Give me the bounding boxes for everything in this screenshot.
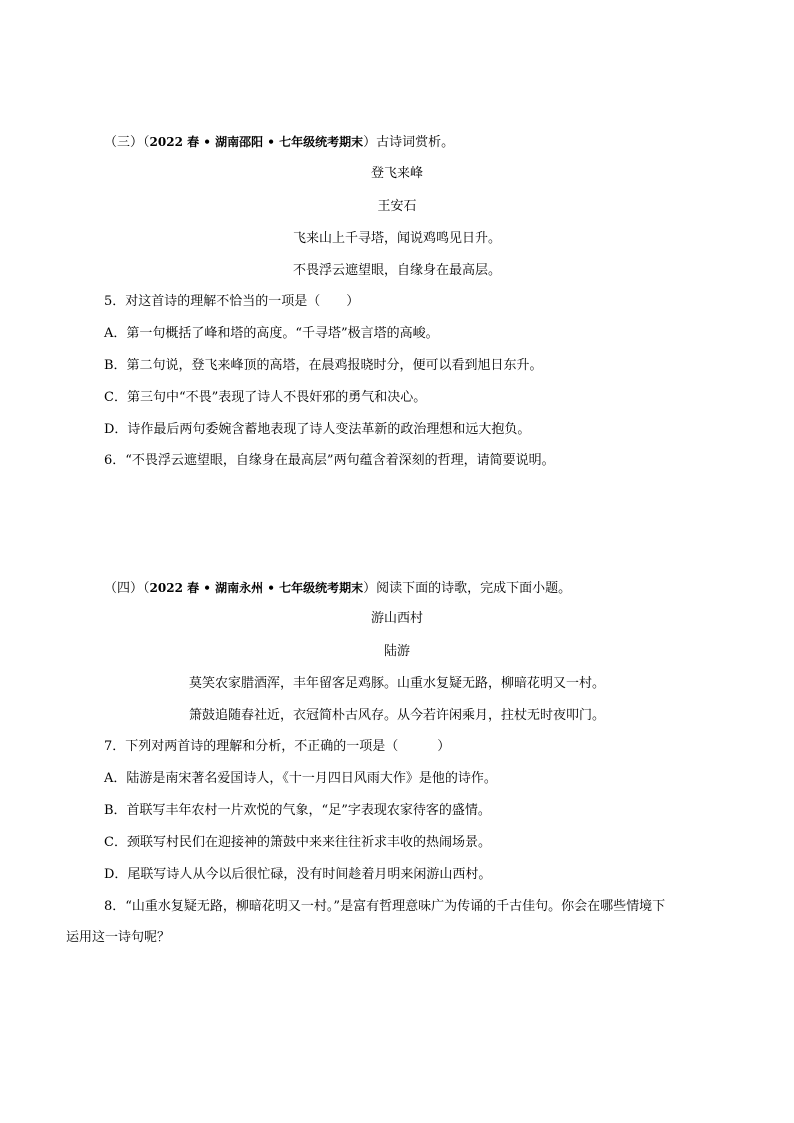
- section3-header-suffix: ）古诗词赏析。: [363, 135, 455, 150]
- question-5-option-d: D．诗作最后两句委婉含蓄地表现了诗人变法革新的政治理想和远大抱负。: [104, 422, 531, 437]
- section4-header-source: 2022 春 • 湖南永州 • 七年级统考期末: [149, 581, 364, 595]
- section4-poem-title: 游山西村: [370, 611, 423, 626]
- question-5-option-b: B．第二句说，登飞来峰顶的高塔，在晨鸡报晓时分，便可以看到旭日东升。: [104, 358, 543, 373]
- section3-header-source: 2022 春 • 湖南邵阳 • 七年级统考期末: [149, 135, 364, 149]
- section3-poem-title: 登飞来峰: [370, 166, 423, 181]
- section3-header: [104, 133, 454, 151]
- section4-poem-line-2: 箫鼓追随春社近，衣冠简朴古风存。从今若许闲乘月，拄杖无时夜叩门。: [188, 708, 605, 723]
- section3-header-prefix: （三）（: [104, 135, 150, 150]
- question-7-option-c: C．颈联写村民们在迎接神的箫鼓中来来往往祈求丰收的热闹场景。: [104, 835, 491, 850]
- question-5-option-c: C．第三句中“不畏”表现了诗人不畏奸邪的勇气和决心。: [104, 390, 427, 405]
- section4-header: [104, 579, 571, 597]
- question-6-stem: 6．“不畏浮云遮望眼，自缘身在最高层”两句蕴含着深刻的哲理，请简要说明。: [104, 453, 555, 468]
- section4-header-prefix: （四）（: [104, 581, 150, 596]
- section4-poem-line-1: 莫笑农家腊酒浑，丰年留客足鸡豚。山重水复疑无路，柳暗花明又一村。: [188, 676, 605, 691]
- section3-poem-line-1: 飞来山上千寻塔，闻说鸡鸣见日升。: [292, 231, 501, 246]
- question-8-line-2: 运用这一诗句呢？: [66, 930, 171, 945]
- question-5-stem: 5．对这首诗的理解不恰当的一项是（ ）: [104, 294, 360, 309]
- section3-poem-line-2: 不畏浮云遮望眼，自缘身在最高层。: [292, 263, 501, 278]
- section4-poem-author: 陆游: [383, 644, 410, 659]
- question-5-option-a: A．第一句概括了峰和塔的高度。“千寻塔”极言塔的高峻。: [104, 326, 439, 341]
- section3-poem-author: 王安石: [377, 199, 417, 214]
- question-7-option-a: A．陆游是南宋著名爱国诗人，《十一月四日风雨大作》是他的诗作。: [104, 771, 497, 786]
- section4-header-suffix: ）阅读下面的诗歌，完成下面小题。: [363, 581, 572, 596]
- question-7-option-d: D．尾联写诗人从今以后很忙碌，没有时间趁着月明来闲游山西村。: [104, 867, 492, 882]
- question-8-line-1: 8．“山重水复疑无路，柳暗花明又一村。”是富有哲理意味广为传诵的千古佳句。你会在哪些情境下: [104, 899, 666, 914]
- question-7-option-b: B．首联写丰年农村一片欢悦的气象，“足”字表现农家待客的盛情。: [104, 803, 491, 818]
- question-7-stem: 7．下列对两首诗的理解和分析，不正确的一项是（ ）: [104, 739, 451, 754]
